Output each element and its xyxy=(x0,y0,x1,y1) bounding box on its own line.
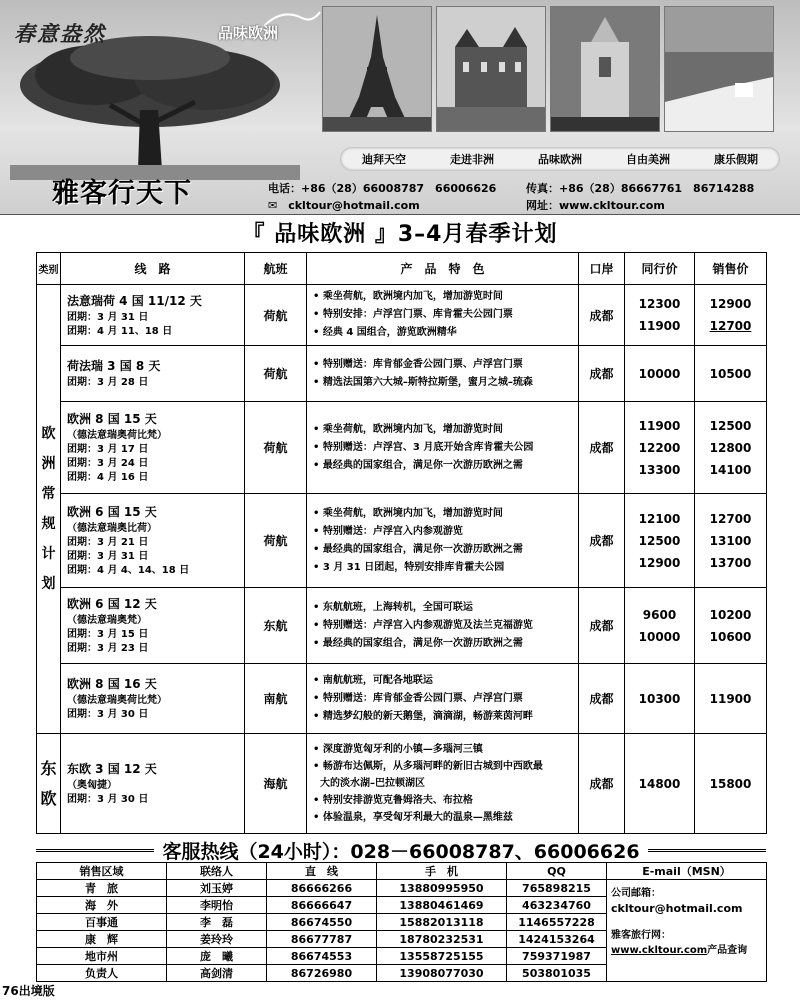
table-row xyxy=(37,664,767,734)
route-cell xyxy=(61,734,245,834)
slogan-text: 春意盎然 xyxy=(14,21,106,46)
flight-cell: 荷航 xyxy=(245,346,307,402)
tab-europe[interactable]: 品味欧洲 xyxy=(538,153,582,166)
features-cell: • 特别赠送：库肯郁金香公园门票、卢浮宫门票 • 精选法国第六大城–斯特拉斯堡，蜜月之城–琉森 xyxy=(307,346,579,402)
sale-price-cell: 11900 xyxy=(695,664,767,734)
company-name: 雅客行天下 xyxy=(52,178,192,209)
table-header-row xyxy=(37,253,767,285)
sale-price-cell: 12900 12700 xyxy=(695,285,767,346)
route-cell xyxy=(61,402,245,494)
direct-line-cell: 86677787 xyxy=(267,931,377,948)
header-region: 销售区域 xyxy=(37,863,167,880)
port-cell: 成都 xyxy=(579,588,625,664)
divider xyxy=(36,849,154,852)
tour-date: 团期：4 月 11、18 日 xyxy=(67,325,173,337)
category-europe: 欧洲常规计划 xyxy=(37,285,61,734)
contact-cell: 庞 曦 xyxy=(167,948,267,965)
flight-cell: 荷航 xyxy=(245,494,307,588)
tour-date: 团期：3 月 24 日 xyxy=(67,458,149,469)
phone-number: 电话：+86（28）66008787 66006626 xyxy=(268,182,497,195)
direct-line-cell: 86666266 xyxy=(267,880,377,897)
tab-america[interactable]: 自由美洲 xyxy=(626,153,670,166)
port-cell: 成都 xyxy=(579,402,625,494)
route-title: 欧洲 8 国 15 天 xyxy=(67,412,157,426)
table-row xyxy=(37,588,767,664)
tour-date: 团期：3 月 30 日 xyxy=(67,709,149,720)
tour-date: 团期：3 月 21 日 xyxy=(67,537,149,548)
direct-line-cell: 86674550 xyxy=(267,914,377,931)
flight-cell: 南航 xyxy=(245,664,307,734)
tour-date: 团期：3 月 30 日 xyxy=(67,794,149,805)
qq-cell: 1146557228 xyxy=(507,914,607,931)
hotline-bar xyxy=(36,838,766,862)
features-cell: • 南航航班，可配各地联运 • 特别赠送：库肯郁金香公园门票、卢浮宫门票 • 精选梦幻般的新天鹅堡，滴滴湖，畅游莱茵河畔 xyxy=(307,664,579,734)
header-email: E-mail（MSN） xyxy=(607,863,767,880)
route-title: 欧洲 6 国 15 天 xyxy=(67,505,157,519)
peer-price-cell: 12100 12500 12900 xyxy=(625,494,695,588)
contact-cell: 李明怡 xyxy=(167,897,267,914)
port-cell: 成都 xyxy=(579,285,625,346)
route-cell xyxy=(61,285,245,346)
route-cell xyxy=(61,664,245,734)
route-title: 法意瑞荷 4 国 11/12 天 xyxy=(67,293,202,308)
header-banner xyxy=(0,0,800,215)
route-title: 东欧 3 国 12 天 xyxy=(67,762,157,776)
brand-tabs xyxy=(340,147,780,171)
region-cell: 地市州 xyxy=(37,948,167,965)
envelope-icon: ✉ xyxy=(268,199,289,212)
site-suffix: 产品查询 xyxy=(707,945,748,956)
header-mobile: 手 机 xyxy=(377,863,507,880)
header-category: 类别 xyxy=(37,253,61,285)
header-sale-price: 销售价 xyxy=(695,253,767,285)
route-countries: （奥匈捷） xyxy=(67,780,117,791)
castle-photo xyxy=(436,6,546,132)
port-cell: 成都 xyxy=(579,346,625,402)
route-countries: （德法意瑞奥比荷） xyxy=(67,523,157,534)
features-cell: • 深度游览匈牙利的小镇—多瑙河三镇 • 畅游布达佩斯，从多瑙河畔的新旧古城到中西欧最 大的淡水湖–巴拉顿湖区 • 特别安排游览克鲁姆洛夫、布拉格 • 体验温泉，享受匈牙利最大的温泉—黑维兹 xyxy=(307,734,579,834)
mobile-cell: 18780232531 xyxy=(377,931,507,948)
tour-date: 团期：4 月 4、14、18 日 xyxy=(67,565,190,576)
contact-cell: 刘玉婷 xyxy=(167,880,267,897)
region-cell: 康 辉 xyxy=(37,931,167,948)
route-title: 欧洲 8 国 16 天 xyxy=(67,677,157,691)
tab-holiday[interactable]: 康乐假期 xyxy=(714,153,758,166)
route-countries: （德法意瑞奥荷比梵） xyxy=(67,695,167,706)
contact-cell: 高剑清 xyxy=(167,965,267,982)
table-row xyxy=(37,346,767,402)
table-row xyxy=(37,494,767,588)
category-east-europe: 东欧 xyxy=(37,734,61,834)
region-cell: 青 旅 xyxy=(37,880,167,897)
tour-date: 团期：3 月 17 日 xyxy=(67,444,149,455)
peer-price-cell: 11900 12200 13300 xyxy=(625,402,695,494)
port-cell: 成都 xyxy=(579,494,625,588)
sales-contact-table xyxy=(36,862,767,982)
website-url[interactable]: 网址：www.ckltour.com xyxy=(526,199,665,212)
header-contact: 联络人 xyxy=(167,863,267,880)
mobile-cell: 13880461469 xyxy=(377,897,507,914)
fax-number: 传真：+86（28）86667761 86714288 xyxy=(526,182,755,195)
region-cell: 负责人 xyxy=(37,965,167,982)
qq-cell: 503801035 xyxy=(507,965,607,982)
port-cell: 成都 xyxy=(579,664,625,734)
qq-cell: 463234760 xyxy=(507,897,607,914)
route-countries: （德法意瑞奥梵） xyxy=(67,615,147,626)
tour-table xyxy=(36,252,767,834)
header-route: 线 路 xyxy=(61,253,245,285)
tour-date: 团期：3 月 31 日 xyxy=(67,311,149,323)
flight-cell: 荷航 xyxy=(245,402,307,494)
region-cell: 百事通 xyxy=(37,914,167,931)
tour-date: 团期：3 月 15 日 xyxy=(67,629,149,640)
hotline-text: 客服热线（24小时）：028－66008787、66006626 xyxy=(162,840,640,863)
sales-header-row xyxy=(37,863,767,880)
route-title: 荷法瑞 3 国 8 天 xyxy=(67,359,161,373)
peer-price-cell: 12300 11900 xyxy=(625,285,695,346)
route-cell xyxy=(61,588,245,664)
route-title: 欧洲 6 国 12 天 xyxy=(67,597,157,611)
table-row xyxy=(37,734,767,834)
contact-cell: 姜玲玲 xyxy=(167,931,267,948)
tab-dubai[interactable]: 迪拜天空 xyxy=(362,153,406,166)
table-row xyxy=(37,285,767,346)
sale-price-cell: 12500 12800 14100 xyxy=(695,402,767,494)
flight-cell: 海航 xyxy=(245,734,307,834)
mail-label: 公司邮箱： xyxy=(611,888,661,899)
header-flight: 航班 xyxy=(245,253,307,285)
header-direct-line: 直 线 xyxy=(267,863,377,880)
tour-date: 团期：3 月 31 日 xyxy=(67,551,149,562)
flight-cell: 东航 xyxy=(245,588,307,664)
qq-cell: 765898215 xyxy=(507,880,607,897)
company-email[interactable]: ckltour@hotmail.com xyxy=(611,902,743,915)
page-title: 『 品味欧洲 』3–4月春季计划 xyxy=(242,222,558,247)
features-cell: • 东航航班，上海转机，全国可联运 • 特别赠送：卢浮宫入内参观游览及法兰克福游览 • 最经典的国家组合，满足你一次游历欧洲之需 xyxy=(307,588,579,664)
header-features: 产 品 特 色 xyxy=(307,253,579,285)
eiffel-tower-photo xyxy=(322,6,432,132)
contact-cell: 李 磊 xyxy=(167,914,267,931)
qq-cell: 1424153264 xyxy=(507,931,607,948)
peer-price-cell: 14800 xyxy=(625,734,695,834)
divider xyxy=(648,849,766,852)
port-cell: 成都 xyxy=(579,734,625,834)
brand-logo: 品味欧洲 xyxy=(218,24,279,42)
direct-line-cell: 86674553 xyxy=(267,948,377,965)
qq-cell: 759371987 xyxy=(507,948,607,965)
header-qq: QQ xyxy=(507,863,607,880)
features-cell: • 乘坐荷航，欧洲境内加飞，增加游览时间 • 特别安排：卢浮宫门票、库肯霍夫公园门票 • 经典 4 国组合，游览欧洲精华 xyxy=(307,285,579,346)
email-address[interactable]: ckltour@hotmail.com xyxy=(288,199,420,212)
seaside-photo xyxy=(664,6,774,132)
peer-price-cell: 10000 xyxy=(625,346,695,402)
company-contact-box xyxy=(607,880,767,982)
church-photo xyxy=(550,6,660,132)
site-label: 雅客旅行网： xyxy=(611,930,671,941)
sale-price-cell: 10200 10600 xyxy=(695,588,767,664)
tour-date: 团期：3 月 23 日 xyxy=(67,643,149,654)
header-peer-price: 同行价 xyxy=(625,253,695,285)
mobile-cell: 13880995950 xyxy=(377,880,507,897)
header-port: 口岸 xyxy=(579,253,625,285)
sale-price-cell: 12700 13100 13700 xyxy=(695,494,767,588)
peer-price-cell: 10300 xyxy=(625,664,695,734)
route-cell xyxy=(61,494,245,588)
table-row xyxy=(37,402,767,494)
email-line xyxy=(268,197,420,213)
route-countries: （德法意瑞奥荷比梵） xyxy=(67,430,167,441)
route-cell xyxy=(61,346,245,402)
features-cell: • 乘坐荷航，欧洲境内加飞，增加游览时间 • 特别赠送：卢浮宫入内参观游览 • 最经典的国家组合，满足你一次游历欧洲之需 • 3 月 31 日团起，特别安排库肯霍夫公园 xyxy=(307,494,579,588)
flight-cell: 荷航 xyxy=(245,285,307,346)
mobile-cell: 13908077030 xyxy=(377,965,507,982)
features-cell: • 乘坐荷航，欧洲境内加飞，增加游览时间 • 特别赠送：卢浮宫、3 月底开始含库肯霍夫公园 • 最经典的国家组合，满足你一次游历欧洲之需 xyxy=(307,402,579,494)
region-cell: 海 外 xyxy=(37,897,167,914)
page-footer: 76出境版 xyxy=(2,984,55,998)
direct-line-cell: 86726980 xyxy=(267,965,377,982)
sales-row xyxy=(37,880,767,897)
sale-price-cell: 10500 xyxy=(695,346,767,402)
company-site[interactable]: www.ckltour.com xyxy=(611,945,708,956)
mobile-cell: 15882013118 xyxy=(377,914,507,931)
peer-price-cell: 9600 10000 xyxy=(625,588,695,664)
direct-line-cell: 86666647 xyxy=(267,897,377,914)
tab-africa[interactable]: 走进非洲 xyxy=(450,153,494,166)
tree-icon xyxy=(10,30,300,180)
sale-price-cell: 15800 xyxy=(695,734,767,834)
tour-date: 团期：4 月 16 日 xyxy=(67,472,149,483)
mobile-cell: 13558725155 xyxy=(377,948,507,965)
tour-date: 团期：3 月 28 日 xyxy=(67,377,149,388)
